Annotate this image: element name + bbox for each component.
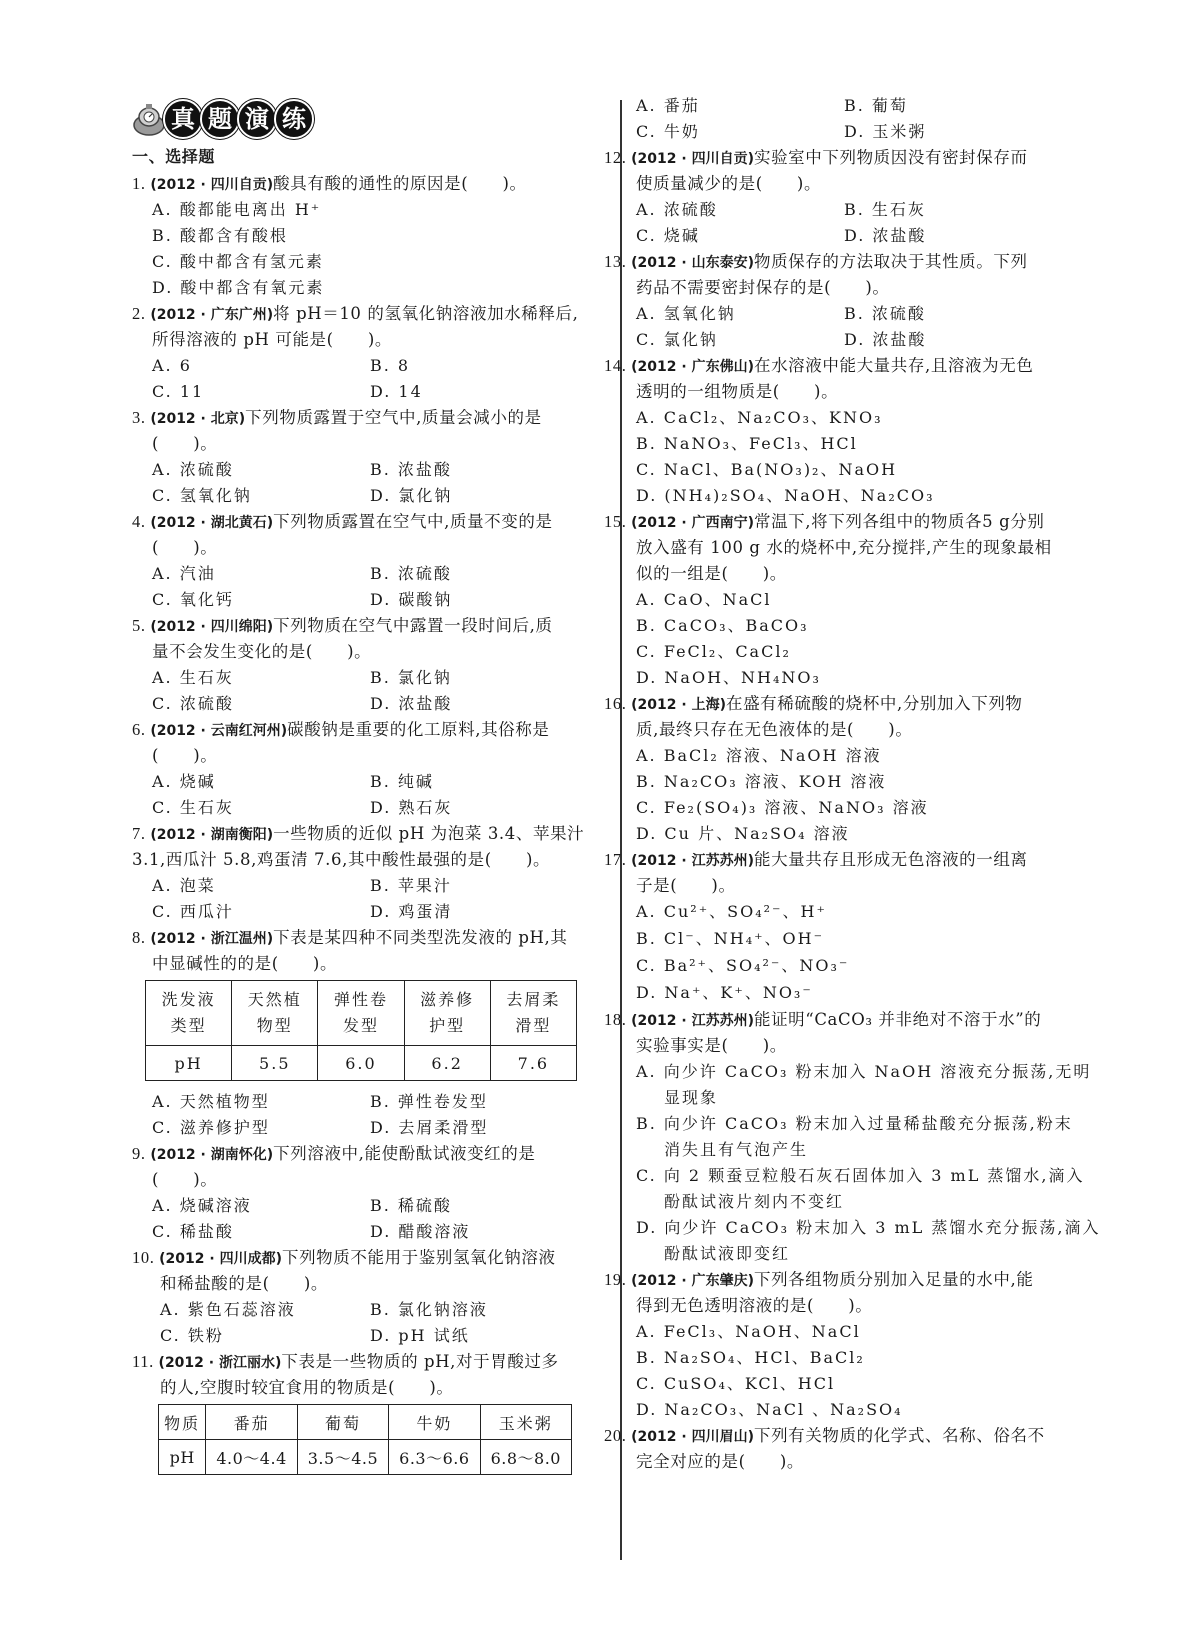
title-char: 练 <box>274 99 314 139</box>
table-cell: 7.6 <box>490 1046 576 1081</box>
answer-option[interactable]: A. Cu²⁺、SO₄²⁻、H⁺ <box>636 902 827 921</box>
table-header-cell: 天然植 物型 <box>232 981 318 1046</box>
title-char: 真 <box>163 99 203 139</box>
question-source: (2012 · 四川自贡) <box>150 177 274 193</box>
table-header-cell: 牛奶 <box>389 1405 480 1440</box>
question-text: 下列溶液中,能使酚酞试液变红的是 <box>273 1144 536 1163</box>
question-text: 下表是某四种不同类型洗发液的 pH,其 <box>273 928 568 947</box>
q5-stem <box>132 612 553 641</box>
table-cell: 5.5 <box>232 1046 318 1081</box>
question-text-cont: 使质量减少的是( )。 <box>636 174 822 193</box>
question-text-cont: ( )。 <box>152 538 218 557</box>
answer-option[interactable]: C. 11 <box>152 382 205 401</box>
answer-option[interactable]: A. 烧碱 <box>152 772 216 791</box>
question-text: 下列物质露置于空气中,质量会减小的是 <box>245 408 542 427</box>
answer-option[interactable]: A. CaCl₂、Na₂CO₃、KNO₃ <box>636 408 883 427</box>
q1-stem <box>132 170 527 199</box>
question-number: 2. <box>132 304 151 323</box>
question-number: 8. <box>132 928 151 947</box>
answer-option[interactable]: B. CaCO₃、BaCO₃ <box>636 616 809 635</box>
answer-option[interactable]: D. 氯化钠 <box>370 486 453 505</box>
answer-option[interactable]: B. 氯化钠 <box>370 668 452 687</box>
question-text-cont: 3.1,西瓜汁 5.8,鸡蛋清 7.6,其中酸性最强的是( )。 <box>132 850 551 869</box>
question-source: (2012 · 北京) <box>150 411 246 427</box>
question-text-cont: 子是( )。 <box>636 876 736 895</box>
answer-option[interactable]: C. 浓硫酸 <box>152 694 234 713</box>
question-number: 17. <box>604 850 632 869</box>
answer-option[interactable]: B. 生石灰 <box>844 200 926 219</box>
answer-option[interactable]: C. Ba²⁺、SO₄²⁻、NO₃⁻ <box>636 956 850 975</box>
answer-option[interactable]: C. Fe₂(SO₄)₃ 溶液、NaNO₃ 溶液 <box>636 798 929 817</box>
q19-stem <box>604 1266 1033 1295</box>
question-source: (2012 · 四川自贡) <box>631 151 754 167</box>
question-number: 7. <box>132 824 151 843</box>
answer-option[interactable]: C. NaCl、Ba(NO₃)₂、NaOH <box>636 460 898 479</box>
question-number: 14. <box>604 356 632 375</box>
answer-option[interactable]: D. Na₂CO₃、NaCl 、Na₂SO₄ <box>636 1400 903 1419</box>
question-text: 下列各组物质分别加入足量的水中,能 <box>753 1270 1034 1289</box>
question-text-cont: 得到无色透明溶液的是( )。 <box>636 1296 873 1315</box>
question-source: (2012 · 湖南衡阳) <box>150 827 274 843</box>
answer-option[interactable]: D. pH 试纸 <box>370 1326 470 1345</box>
answer-option[interactable]: D. 14 <box>370 382 423 401</box>
table-header-cell: 葡萄 <box>297 1405 388 1440</box>
question-source: (2012 · 广西南宁) <box>631 515 754 531</box>
table-cell: pH <box>146 1046 232 1081</box>
question-source: (2012 · 广东佛山) <box>631 359 754 375</box>
q18-stem <box>604 1006 1041 1035</box>
q9-stem <box>132 1140 536 1169</box>
answer-option[interactable]: D. 醋酸溶液 <box>370 1222 471 1241</box>
question-text-cont: 的人,空腹时较宜食用的物质是( )。 <box>160 1378 454 1397</box>
question-source: (2012 · 广东广州) <box>150 307 274 323</box>
answer-option[interactable]: A. 汽油 <box>152 564 216 583</box>
table-cell: 6.3～6.6 <box>389 1440 480 1475</box>
title-char: 演 <box>237 99 277 139</box>
question-source: (2012 · 湖北黄石) <box>150 515 274 531</box>
question-text: 一些物质的近似 pH 为泡菜 3.4、苹果汁 <box>273 824 585 843</box>
answer-option[interactable]: A. 泡菜 <box>152 876 216 895</box>
question-number: 19. <box>604 1270 632 1289</box>
answer-option[interactable]: B. 纯碱 <box>370 772 434 791</box>
answer-option[interactable]: D. 熟石灰 <box>370 798 453 817</box>
question-text: 下列物质在空气中露置一段时间后,质 <box>273 616 553 635</box>
answer-option[interactable]: C. CuSO₄、KCl、HCl <box>636 1374 836 1393</box>
q16-stem <box>604 690 1023 719</box>
question-number: 1. <box>132 174 151 193</box>
answer-option[interactable]: B. Cl⁻、NH₄⁺、OH⁻ <box>636 929 825 948</box>
food-ph-table <box>158 1404 572 1475</box>
answer-option[interactable]: 酚酞试液片刻内不变红 <box>664 1192 845 1211</box>
q17-stem <box>604 846 1028 875</box>
answer-option[interactable]: A. 天然植物型 <box>152 1092 270 1111</box>
section-title <box>166 99 314 139</box>
question-text-cont: 中显碱性的的是( )。 <box>152 954 338 973</box>
q12-stem <box>604 144 1028 173</box>
answer-option[interactable]: A. 生石灰 <box>152 668 234 687</box>
answer-option[interactable]: C. 牛奶 <box>636 122 700 141</box>
answer-option[interactable]: A. 向少许 CaCO₃ 粉末加入 NaOH 溶液充分振荡,无明 <box>636 1062 1092 1081</box>
question-source: (2012 · 江苏苏州) <box>631 1013 754 1029</box>
question-source: (2012 · 广东肇庆) <box>631 1273 754 1289</box>
answer-option[interactable]: D. 浓盐酸 <box>844 330 927 349</box>
question-source: (2012 · 山东泰安) <box>631 255 754 271</box>
answer-option[interactable]: 显现象 <box>664 1088 719 1107</box>
question-source: (2012 · 湖南怀化) <box>150 1147 274 1163</box>
q6-stem <box>132 716 550 745</box>
question-text: 能证明“CaCO₃ 并非绝对不溶于水”的 <box>753 1010 1042 1029</box>
question-number: 20. <box>604 1426 632 1445</box>
answer-option[interactable]: B. 酸都含有酸根 <box>152 226 288 245</box>
answer-option[interactable]: 酚酞试液即变红 <box>664 1244 791 1263</box>
answer-option[interactable]: A. 浓硫酸 <box>636 200 718 219</box>
title-char: 题 <box>200 99 240 139</box>
answer-option[interactable]: C. 烧碱 <box>636 226 700 245</box>
question-text: 下列有关物质的化学式、名称、俗名不 <box>753 1426 1045 1445</box>
answer-option[interactable]: B. 8 <box>370 356 411 375</box>
table-header-cell: 去屑柔 滑型 <box>490 981 576 1046</box>
question-text: 在水溶液中能大量共存,且溶液为无色 <box>753 356 1034 375</box>
table-header-cell: 玉米粥 <box>480 1405 571 1440</box>
q20-stem <box>604 1422 1045 1451</box>
question-text: 碳酸钠是重要的化工原料,其俗称是 <box>287 720 550 739</box>
answer-option[interactable]: B. 向少许 CaCO₃ 粉末加入过量稀盐酸充分振荡,粉末 <box>636 1114 1073 1133</box>
question-number: 11. <box>132 1352 159 1371</box>
q7-stem <box>132 820 584 849</box>
question-number: 15. <box>604 512 632 531</box>
question-text: 能大量共存且形成无色溶液的一组离 <box>753 850 1028 869</box>
answer-option[interactable]: C. 铁粉 <box>160 1326 224 1345</box>
answer-option[interactable]: A. 浓硫酸 <box>152 460 234 479</box>
answer-option[interactable]: B. NaNO₃、FeCl₃、HCl <box>636 434 858 453</box>
answer-option[interactable]: B. 苹果汁 <box>370 876 452 895</box>
table-header-cell: 洗发液 类型 <box>146 981 232 1046</box>
answer-option[interactable]: C. 氢氧化钠 <box>152 486 252 505</box>
q13-stem <box>604 248 1028 277</box>
q14-stem <box>604 352 1033 381</box>
teapot-icon <box>132 99 166 139</box>
answer-option[interactable]: C. 稀盐酸 <box>152 1222 234 1241</box>
table-header-cell: 弹性卷 发型 <box>318 981 404 1046</box>
question-number: 5. <box>132 616 151 635</box>
answer-option[interactable]: D. 浓盐酸 <box>844 226 927 245</box>
answer-option[interactable]: C. 氧化钙 <box>152 590 234 609</box>
question-text-cont: 量不会发生变化的是( )。 <box>152 642 372 661</box>
question-text: 酸具有酸的通性的原因是( )。 <box>273 174 527 193</box>
answer-option[interactable]: 消失且有气泡产生 <box>664 1140 809 1159</box>
question-number: 9. <box>132 1144 151 1163</box>
table-header-cell: 番茄 <box>206 1405 297 1440</box>
question-number: 3. <box>132 408 151 427</box>
question-source: (2012 · 上海) <box>631 697 726 713</box>
q11-stem <box>132 1348 559 1377</box>
table-cell: 6.0 <box>318 1046 404 1081</box>
answer-option[interactable]: C. 氯化钠 <box>636 330 718 349</box>
q15-stem <box>604 508 1044 537</box>
question-text: 常温下,将下列各组中的物质各5 g分别 <box>753 512 1045 531</box>
q10-stem <box>132 1244 556 1273</box>
answer-option[interactable]: A. 6 <box>152 356 192 375</box>
answer-option[interactable]: C. 酸中都含有氢元素 <box>152 252 324 271</box>
question-number: 10. <box>132 1248 160 1267</box>
question-text-cont: 实验事实是( )。 <box>636 1036 787 1055</box>
answer-option[interactable]: B. 弹性卷发型 <box>370 1092 488 1111</box>
question-text-cont: 似的一组是( )。 <box>636 564 787 583</box>
question-text-cont: 完全对应的是( )。 <box>636 1452 804 1471</box>
answer-option[interactable]: B. 稀硫酸 <box>370 1196 452 1215</box>
question-number: 12. <box>604 148 632 167</box>
table-cell: 6.2 <box>404 1046 490 1081</box>
q2-stem <box>132 300 578 329</box>
table-cell: 6.8～8.0 <box>480 1440 571 1475</box>
answer-option[interactable]: D. 浓盐酸 <box>370 694 453 713</box>
question-text: 将 pH＝10 的氢氧化钠溶液加水稀释后, <box>273 304 579 323</box>
answer-option[interactable]: C. 生石灰 <box>152 798 234 817</box>
question-text: 物质保存的方法取决于其性质。下列 <box>753 252 1028 271</box>
question-number: 16. <box>604 694 632 713</box>
answer-option[interactable]: C. 西瓜汁 <box>152 902 234 921</box>
table-cell: 4.0～4.4 <box>206 1440 297 1475</box>
answer-option[interactable]: A. BaCl₂ 溶液、NaOH 溶液 <box>636 746 882 765</box>
answer-option[interactable]: C. 向 2 颗蚕豆粒般石灰石固体加入 3 mL 蒸馏水,滴入 <box>636 1166 1085 1185</box>
question-text: 下列物质露置在空气中,质量不变的是 <box>273 512 553 531</box>
table-header-cell: 滋养修 护型 <box>404 981 490 1046</box>
answer-option[interactable]: A. CaO、NaCl <box>636 590 772 609</box>
column-divider <box>620 100 622 1560</box>
question-number: 4. <box>132 512 151 531</box>
question-source: (2012 · 浙江温州) <box>150 931 274 947</box>
shampoo-ph-table <box>145 980 577 1081</box>
question-text-cont: 所得溶液的 pH 可能是( )。 <box>152 330 393 349</box>
q4-stem <box>132 508 553 537</box>
question-source: (2012 · 云南红河州) <box>150 723 288 739</box>
answer-option[interactable]: B. Na₂CO₃ 溶液、KOH 溶液 <box>636 772 887 791</box>
table-cell: pH <box>159 1440 206 1475</box>
answer-option[interactable]: D. NaOH、NH₄NO₃ <box>636 668 821 687</box>
q8-stem <box>132 924 567 953</box>
answer-option[interactable]: A. 氢氧化钠 <box>636 304 736 323</box>
question-source: (2012 · 四川眉山) <box>631 1429 754 1445</box>
table-header-cell: 物质 <box>159 1405 206 1440</box>
answer-option[interactable]: A. 紫色石蕊溶液 <box>160 1300 296 1319</box>
answer-option[interactable]: D. 碳酸钠 <box>370 590 453 609</box>
section-logo <box>132 96 314 142</box>
question-source: (2012 · 浙江丽水) <box>158 1355 282 1371</box>
answer-option[interactable]: B. 浓硫酸 <box>370 564 452 583</box>
answer-option[interactable]: D. Cu 片、Na₂SO₄ 溶液 <box>636 824 850 843</box>
answer-option[interactable]: C. FeCl₂、CaCl₂ <box>636 642 791 661</box>
answer-option[interactable]: B. 浓盐酸 <box>370 460 452 479</box>
question-text-cont: ( )。 <box>152 434 218 453</box>
question-source: (2012 · 四川成都) <box>159 1251 282 1267</box>
question-number: 13. <box>604 252 632 271</box>
table-cell: 3.5～4.5 <box>297 1440 388 1475</box>
question-text: 下表是一些物质的 pH,对于胃酸过多 <box>281 1352 559 1371</box>
question-text: 在盛有稀硫酸的烧杯中,分别加入下列物 <box>725 694 1023 713</box>
question-text-cont: ( )。 <box>152 746 218 765</box>
answer-option[interactable]: A. 番茄 <box>636 96 700 115</box>
answer-option[interactable]: A. FeCl₃、NaOH、NaCl <box>636 1322 861 1341</box>
answer-option[interactable]: B. 葡萄 <box>844 96 908 115</box>
answer-option[interactable]: D. 酸中都含有氧元素 <box>152 278 325 297</box>
question-text-cont: 质,最终只存在无色液体的是( )。 <box>636 720 913 739</box>
answer-option[interactable]: D. (NH₄)₂SO₄、NaOH、Na₂CO₃ <box>636 486 935 505</box>
q3-stem <box>132 404 542 433</box>
question-text: 实验室中下列物质因没有密封保存而 <box>753 148 1028 167</box>
question-number: 6. <box>132 720 151 739</box>
question-text-cont: 药品不需要密封保存的是( )。 <box>636 278 890 297</box>
question-text-cont: 和稀盐酸的是( )。 <box>160 1274 328 1293</box>
answer-option[interactable]: B. 浓硫酸 <box>844 304 926 323</box>
answer-option[interactable]: C. 滋养修护型 <box>152 1118 270 1137</box>
question-source: (2012 · 江苏苏州) <box>631 853 754 869</box>
answer-option[interactable]: B. Na₂SO₄、HCl、BaCl₂ <box>636 1348 865 1367</box>
answer-option[interactable]: A. 酸都能电离出 H⁺ <box>152 200 322 219</box>
answer-option[interactable]: B. 氯化钠溶液 <box>370 1300 488 1319</box>
answer-option[interactable]: D. 去屑柔滑型 <box>370 1118 489 1137</box>
section-heading: 一、选择题 <box>132 147 216 166</box>
answer-option[interactable]: D. 玉米粥 <box>844 122 927 141</box>
question-text-cont: ( )。 <box>152 1170 218 1189</box>
answer-option[interactable]: D. Na⁺、K⁺、NO₃⁻ <box>636 983 813 1002</box>
question-number: 18. <box>604 1010 632 1029</box>
answer-option[interactable]: D. 向少许 CaCO₃ 粉末加入 3 mL 蒸馏水充分振荡,滴入 <box>636 1218 1101 1237</box>
answer-option[interactable]: A. 烧碱溶液 <box>152 1196 252 1215</box>
question-source: (2012 · 四川绵阳) <box>150 619 274 635</box>
answer-option[interactable]: D. 鸡蛋清 <box>370 902 453 921</box>
question-text: 下列物质不能用于鉴别氢氧化钠溶液 <box>281 1248 556 1267</box>
question-text-cont: 透明的一组物质是( )。 <box>636 382 839 401</box>
question-text-cont: 放入盛有 100 g 水的烧杯中,充分搅拌,产生的现象最相 <box>636 538 1052 557</box>
